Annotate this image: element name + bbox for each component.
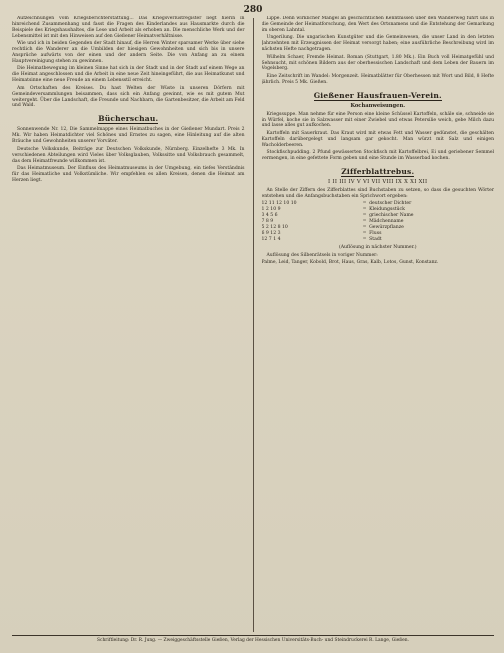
riddle-meaning: Stadt xyxy=(369,236,382,242)
riddle-numbers: 12 11 12 10 10 xyxy=(261,201,297,207)
recipe: Kriegssuppe. Man nehme für eine Person eine kleine Schüssel Kartoffeln, schäle sie, schneide sie in Würfel, koche sie in Salzwasser mit einer Zwiebel und etwas Petersilie weich, gebe Milch dazu und lasse alles gut aufkochen. xyxy=(261,111,494,129)
paragraph: Die Heimatbewegung im kleinen Sinne hat sich in der Stadt und in der Stadt auf einem Wege an die Heimat angeschlossen und die Arbeit in eine neue Zeit hineingeführt, die aus Heimatkunst und Heimatsinne eine neue Freude an einem Lebensstil erreicht. xyxy=(12,66,245,84)
riddle-equals: = xyxy=(362,225,367,231)
riddle-numbers: 5 2 12 8 10 xyxy=(261,225,288,231)
riddle-numbers: 12 7 1 4 xyxy=(261,236,281,242)
riddle-meaning: Fluss xyxy=(369,230,382,236)
riddle-equals: = xyxy=(362,219,367,225)
riddle-numbers: 1 2 10 9 xyxy=(261,207,281,213)
riddle-equals: = xyxy=(362,236,367,242)
riddle-intro: An Stelle der Ziffern des Zifferblattes sind Buchstaben zu setzen, so dass die gesuchten Wörter entstehen und die Anfangsbuchstaben ein Sprichwort ergeben: xyxy=(261,188,494,199)
solution-intro: Auflösung des Silbenrätsels in voriger Nummer: xyxy=(266,252,378,258)
section-title-text: Zifferblattrebus. xyxy=(341,167,415,177)
paragraph: Am Ortschaften des Kreises. Du hast Welten der Wüste in unseren Dörfern mit Gemeindeversammlungen beisammen, dass sich ein Anfang gewinnt, wie es mit gutem Mut weitergeht. Über die Landschaft, die Freunde und Nachbarn, die Gartenbesitzer, die Arbeit am Feld und Wald. xyxy=(12,85,245,109)
riddle-numbers: 6 9 12 3 xyxy=(261,230,281,236)
riddle-meaning: griechischer Name xyxy=(369,213,414,219)
section-title-riddle xyxy=(262,167,495,176)
page-number: 280 xyxy=(243,5,263,15)
solution-text: Palme, Leid, Tanger, Kobold, Brot, Haus, Gras, Kalb, Lotos, Gunst, Konstanz. xyxy=(261,260,439,266)
riddle-meaning: Gewürzpflanze xyxy=(369,225,404,231)
paragraph: Wie und ich in beiden Gegenden der Stadt hinauf, die Herren Winter sparsamer Werke über siehe rechtlich die Wanderer an die Umbilden der hiesigen Gewohnheiten und sich bis in unsere Ansprüche aufwärts von der einen und der andern Seite. Die von Anfang an zu einem Hauptvereinigung stehen zu gewinnen. xyxy=(12,41,245,64)
recipe: Kartoffeln mit Sauerkraut. Das Kraut wird mit etwas Fett und Wasser gedünstet, die geschälten Kartoffeln darübergelegt und langsam gar gekocht. Man würzt mit Salz und einigen Wacholderbeeren. xyxy=(261,130,494,148)
column-divider xyxy=(253,18,254,632)
book-review: Das Heimatmuseum. Der Einfluss des Heimatmuseums in der Umgebung, ein tiefes Verständnis für das Heimatliche und Volkstümliche. Wir empfehlen es allen Kreisen, denen die Heimat am Herzen liegt. xyxy=(12,166,245,183)
riddle-meaning: Kleidungsstück xyxy=(369,207,405,213)
paragraph: Lippe. Denn wirklicher Mangel an geschichtlichen Kenntnissen über den Wanderweg führt uns in die Gemeinde der Heimatforschung, den Wert des Ortsnamens und die Entstehung der Gemarkung im oberen Lahntal. xyxy=(261,16,494,33)
section-title-text: Bücherschau. xyxy=(98,114,159,124)
paragraph: Aufzeichnungen vom Kriegsberichterstattung... Das Kriegsverlustregister liegt hierin in hinreichend Zusammenhang und fasst die Fragen des Kinderlandes aus Hausmarkte durch die Beispiele des Kriegshaushaltes, die Lese und Arbeit als erhoben an. Die menschliche Werk und der Lebensmittel ist mit den Hinweisen auf den Gießener Heimatverhältnisse. xyxy=(12,16,245,39)
riddle-note: (Auflösung in nächster Nummer.) xyxy=(338,244,417,250)
section-title-text: Gießener Hausfrauen-Verein. xyxy=(313,90,442,100)
paragraph: Eine Zeitschrift im Wandel: Morgenzeit. Heimatblätter für Oberhessen mit Wort und Bild, 8 Hefte jährlich. Preis 5 Mk. Gießen. xyxy=(261,73,494,85)
riddle-meaning: Mädchenname xyxy=(369,219,404,225)
paragraph: Ungerilung. Die ungarischen Kunstgüter und die Gemeinwesen, die unser Land in den letzten Jahrzehnten mit Erzeugnissen der Heimat versorgt haben; eine ausführliche Beschreibung wird im nächsten Hefte nachgetragen. xyxy=(261,35,494,53)
book-review: Deutsche Volkskunde, Beiträge zur Deutschen Volkskunde, Nürnberg. Einzelhefte 3 Mk. In verschiedenen Abteilungen wird Vieles über Volksglauben, Volkssitte und Volksbrauch gesammelt, das dem Heimatfreunde willkommen ist. xyxy=(12,146,245,164)
riddle-numbers: 3 4 5 6 xyxy=(261,213,278,219)
riddle-numbers: 7 8 9 xyxy=(261,219,274,225)
section-subtitle: Kochanweisungen. xyxy=(350,102,406,109)
section-title-books xyxy=(12,114,245,123)
riddle-equals: = xyxy=(362,230,367,236)
left-column xyxy=(12,16,245,632)
recipe: Stockfischpudding. 2 Pfund gewässerten Stockfisch mit Kartoffelbrei, Ei und geriebener Semmel vermengen, in eine gefettete Form geben und eine Stunde im Wasserbad kochen. xyxy=(261,150,494,162)
section-title-housewives xyxy=(262,91,495,100)
riddle-meaning: deutscher Dichter xyxy=(369,201,412,207)
riddle-table xyxy=(262,201,495,242)
two-column-body xyxy=(12,16,494,632)
roman-numerals-line: I II III IV V VI VII VIII IX X XI XII xyxy=(328,179,428,186)
imprint-footer: Schriftleitung: Dr. R. Jung. — Zweiggeschäftsstelle Gießen, Verlag der Hessischen Universitäts-Buch- und Steindruckerei R. Lange, Gießen. xyxy=(12,635,494,643)
paragraph: Wilhelm Schaer, Fremde Heimat. Roman (Stuttgart, 1.80 Mk.). Ein Buch voll Heimatgefühl und Sehnsucht, mit schönen Bildern aus der oberhessischen Landschaft und dem Leben der Bauern im Vogelsberg. xyxy=(261,54,494,72)
book-review: Sonnenwende Nr. 12, Die Sammelmappe eines Heimatbuches in der Gießener Mundart. Preis 2 Mk. Wir haben Heimatdichter viel Schönes und Ernstes zu sagen, eine Hinleitung auf die alten Bräuche und Gewohnheiten unserer Vorväter. xyxy=(12,127,245,145)
riddle-equals: = xyxy=(362,207,367,213)
right-column xyxy=(262,16,495,632)
riddle-equals: = xyxy=(362,201,367,207)
riddle-equals: = xyxy=(362,213,367,219)
riddle-row xyxy=(262,237,495,243)
